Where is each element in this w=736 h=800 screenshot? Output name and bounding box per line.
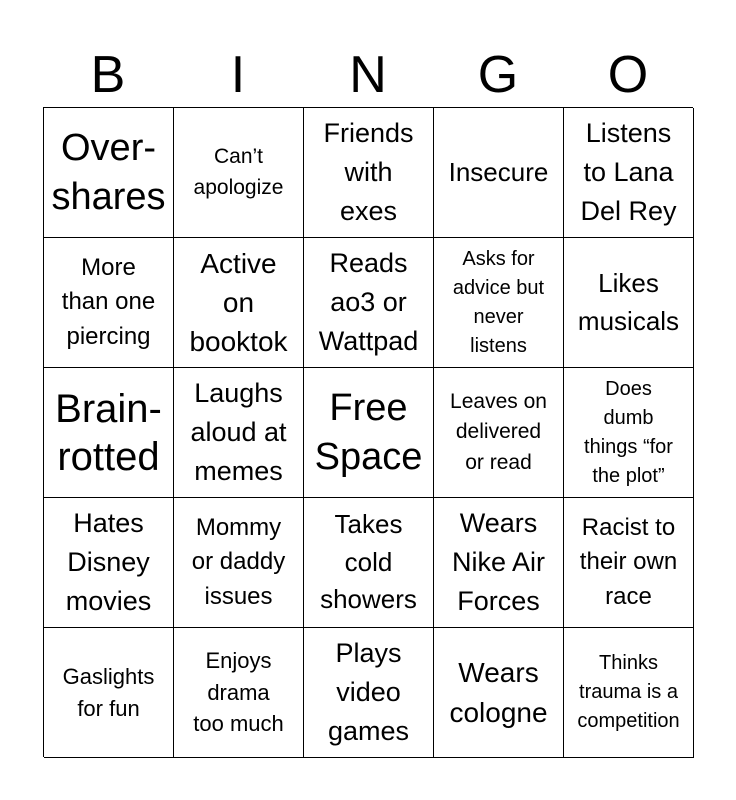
- bingo-grid: [43, 107, 693, 757]
- cell-label: Laughs aloud at memes: [190, 377, 287, 487]
- bingo-cell-r1c4[interactable]: [434, 108, 564, 238]
- bingo-cell-r3c2[interactable]: [174, 368, 304, 498]
- cell-label: Mommy or daddy issues: [191, 514, 286, 610]
- cell-label: Hates Disney movies: [65, 507, 152, 617]
- cell-label: Enjoys drama too much: [193, 647, 284, 737]
- header-letter-b: B: [90, 46, 126, 104]
- cell-label: Does dumb things “for the plot”: [584, 377, 673, 487]
- bingo-cell-r5c2[interactable]: [174, 628, 304, 758]
- bingo-cell-r1c3[interactable]: [304, 108, 434, 238]
- cell-label: Takes cold showers: [320, 508, 417, 615]
- bingo-cell-r1c5[interactable]: [564, 108, 694, 238]
- cell-label: Asks for advice but never listens: [452, 247, 545, 357]
- cell-label: Active on booktok: [189, 247, 288, 358]
- bingo-cell-r1c2[interactable]: [174, 108, 304, 238]
- cell-label: Likes musicals: [577, 267, 680, 336]
- bingo-header: [43, 44, 693, 106]
- cell-label: More than one piercing: [61, 254, 156, 350]
- bingo-cell-r4c2[interactable]: [174, 498, 304, 628]
- cell-label: Racist to their own race: [579, 514, 678, 610]
- bingo-cell-r5c4[interactable]: [434, 628, 564, 758]
- bingo-cell-r2c2[interactable]: [174, 238, 304, 368]
- cell-label: Brain- rotted: [55, 386, 162, 479]
- bingo-cell-r2c5[interactable]: [564, 238, 694, 368]
- header-letter-g: G: [477, 46, 519, 104]
- bingo-cell-r4c1[interactable]: [44, 498, 174, 628]
- cell-label: Can’t apologize: [193, 145, 284, 199]
- bingo-cell-r2c4[interactable]: [434, 238, 564, 368]
- cell-label: Wears cologne: [449, 657, 548, 728]
- cell-label: Thinks trauma is a competition: [577, 652, 680, 732]
- bingo-cell-r5c3[interactable]: [304, 628, 434, 758]
- bingo-cell-r3c5[interactable]: [564, 368, 694, 498]
- bingo-cell-r4c4[interactable]: [434, 498, 564, 628]
- bingo-cell-r3c1[interactable]: [44, 368, 174, 498]
- bingo-cell-r3c4[interactable]: [434, 368, 564, 498]
- cell-label: Friends with exes: [323, 117, 414, 227]
- cell-label: Insecure: [448, 156, 549, 187]
- bingo-cell-r1c1[interactable]: [44, 108, 174, 238]
- bingo-cell-r5c5[interactable]: [564, 628, 694, 758]
- header-letter-i: I: [230, 46, 246, 104]
- bingo-cell-r3c3[interactable]: [304, 368, 434, 498]
- cell-label: Reads ao3 or Wattpad: [318, 247, 419, 357]
- cell-label: Listens to Lana Del Rey: [580, 117, 677, 227]
- bingo-cell-r2c3[interactable]: [304, 238, 434, 368]
- bingo-cell-r2c1[interactable]: [44, 238, 174, 368]
- header-letter-o: O: [607, 46, 649, 104]
- cell-label: Leaves on delivered or read: [450, 389, 547, 474]
- cell-label: Plays video games: [327, 637, 410, 747]
- cell-label: Wears Nike Air Forces: [451, 507, 546, 617]
- cell-label: Over- shares: [51, 126, 166, 218]
- header-letter-n: N: [349, 46, 387, 104]
- bingo-cell-r4c5[interactable]: [564, 498, 694, 628]
- bingo-cell-r5c1[interactable]: [44, 628, 174, 758]
- cell-label: Gaslights for fun: [62, 663, 155, 721]
- cell-label: Free Space: [314, 386, 423, 478]
- bingo-cell-r4c3[interactable]: [304, 498, 434, 628]
